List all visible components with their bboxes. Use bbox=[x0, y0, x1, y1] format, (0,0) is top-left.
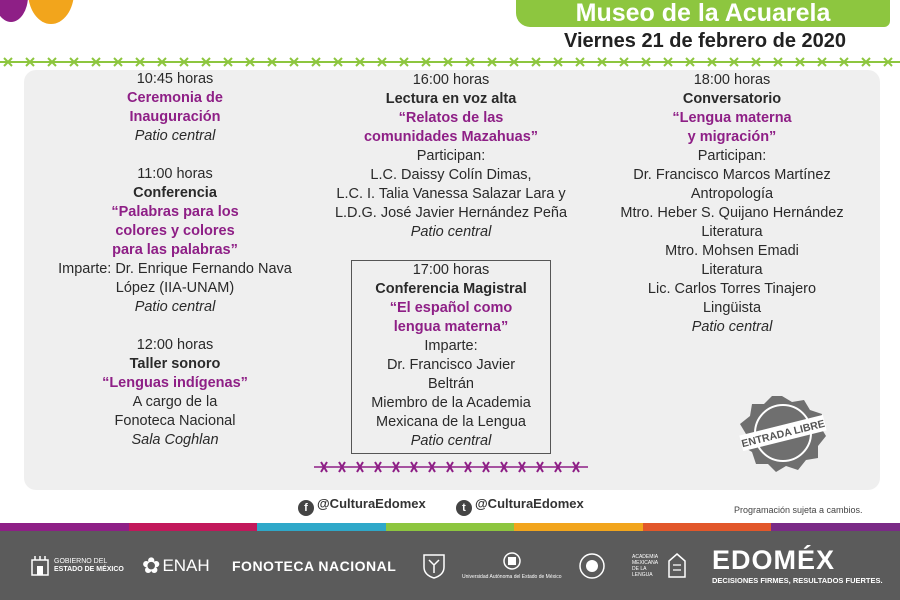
event-speaker-role: Miembro de la Academia bbox=[371, 395, 531, 411]
venue-title: Museo de la Acuarela bbox=[516, 0, 890, 27]
event-time: 18:00 horas bbox=[693, 72, 771, 88]
event-type: Conversatorio bbox=[682, 91, 782, 107]
event-title: colores y colores bbox=[115, 223, 235, 239]
event-speaker: Imparte: Dr. Enrique Fernando Nava bbox=[58, 261, 292, 277]
event-speaker-label: Imparte: bbox=[424, 338, 478, 354]
event-title: “Lengua materna bbox=[672, 110, 792, 126]
event-place: Sala Coghlan bbox=[131, 432, 219, 448]
event-speaker: Fonoteca Nacional bbox=[114, 413, 236, 429]
twitter-handle: @CulturaEdomex bbox=[475, 496, 584, 511]
gobierno-label-1: GOBIERNO DEL bbox=[54, 557, 108, 565]
event-time: 10:45 horas bbox=[136, 71, 214, 87]
event-participant: Mtro. Mohsen Emadi bbox=[665, 243, 799, 259]
twitter-link[interactable] bbox=[456, 496, 584, 516]
enah-label: ENAH bbox=[162, 555, 210, 575]
academia-emblem-icon bbox=[668, 553, 686, 579]
schedule-column-1 bbox=[44, 70, 306, 450]
uaem-crest-icon bbox=[501, 551, 523, 571]
edomex-slogan: DECISIONES FIRMES, RESULTADOS FUERTES. bbox=[712, 576, 883, 585]
unam-shield-icon bbox=[422, 553, 446, 579]
event-time: 11:00 horas bbox=[137, 166, 213, 182]
gobierno-edomex-logo bbox=[30, 531, 124, 600]
event-type: Lectura en voz alta bbox=[385, 91, 517, 107]
seal-icon bbox=[578, 552, 606, 580]
event-participants-label: Participan: bbox=[416, 148, 486, 164]
event-title: y migración” bbox=[687, 129, 777, 145]
edomex-wordmark: EDOMÉX bbox=[712, 545, 836, 575]
event-place: Patio central bbox=[410, 433, 492, 449]
schedule-column-3 bbox=[596, 71, 868, 337]
schedule-column-2 bbox=[316, 71, 586, 242]
event-place: Patio central bbox=[134, 128, 216, 144]
event-title: comunidades Mazahuas” bbox=[363, 129, 539, 145]
event-participant: L.D.G. José Javier Hernández Peña bbox=[334, 205, 568, 221]
event-participant: L.C. Daissy Colín Dimas, bbox=[370, 167, 532, 183]
facebook-icon: f bbox=[298, 500, 314, 516]
fonoteca-logo bbox=[232, 531, 396, 600]
decorative-circle-orange bbox=[28, 0, 74, 24]
enah-flower-icon: ✿ bbox=[142, 552, 161, 578]
event-participant-role: Literatura bbox=[701, 224, 763, 240]
event-speaker-role: Mexicana de la Lengua bbox=[376, 414, 526, 430]
unam-logo bbox=[422, 531, 446, 600]
event-participant: Dr. Francisco Marcos Martínez bbox=[633, 167, 831, 183]
gobierno-label-2: ESTADO DE MÉXICO bbox=[54, 565, 124, 573]
event-title: Ceremonia de bbox=[127, 90, 223, 106]
facebook-handle: @CulturaEdomex bbox=[317, 496, 426, 511]
event-participant: Lic. Carlos Torres Tinajero bbox=[647, 281, 817, 297]
uaem-logo bbox=[462, 531, 562, 600]
event-type: Conferencia bbox=[133, 185, 217, 201]
enah-logo bbox=[142, 531, 210, 600]
fonoteca-label: FONOTECA NACIONAL bbox=[232, 557, 397, 574]
event-participant: L.C. I. Talia Vanessa Salazar Lara y bbox=[336, 186, 566, 202]
event-participant-role: Lingüista bbox=[702, 300, 762, 316]
seal-logo bbox=[578, 531, 606, 600]
stamp-label: ENTRADA LIBRE bbox=[740, 417, 827, 451]
cross-stitch-divider bbox=[314, 460, 588, 474]
event-speaker: Beltrán bbox=[428, 376, 474, 392]
event-title: “Relatos de las bbox=[398, 110, 504, 126]
schedule-note: Programación sujeta a cambios. bbox=[734, 505, 863, 515]
event-title: para las palabras” bbox=[112, 242, 238, 258]
decorative-circle-purple bbox=[0, 0, 28, 22]
entrada-libre-stamp bbox=[736, 392, 828, 472]
event-title: lengua materna” bbox=[393, 319, 509, 335]
academia-label: ACADEMIA MEXICANA DE LA LENGUA bbox=[632, 553, 658, 578]
event-time: 12:00 horas bbox=[136, 337, 214, 353]
twitter-icon: t bbox=[456, 500, 472, 516]
coat-of-arms-icon bbox=[30, 555, 50, 577]
event-speaker: López (IIA-UNAM) bbox=[115, 280, 235, 296]
event-participant-role: Antropología bbox=[690, 186, 774, 202]
event-place: Patio central bbox=[134, 299, 216, 315]
facebook-link[interactable] bbox=[298, 496, 426, 516]
event-title: “El español como bbox=[389, 300, 513, 316]
event-place: Patio central bbox=[691, 319, 773, 335]
event-date: Viernes 21 de febrero de 2020 bbox=[563, 30, 846, 52]
event-participant: Mtro. Heber S. Quijano Hernández bbox=[620, 205, 844, 221]
event-title: “Palabras para los bbox=[111, 204, 239, 220]
event-type: Conferencia Magistral bbox=[375, 281, 527, 297]
event-place: Patio central bbox=[410, 224, 492, 240]
edomex-logo bbox=[712, 531, 883, 600]
event-participant-role: Literatura bbox=[701, 262, 763, 278]
sponsor-footer bbox=[0, 531, 900, 600]
event-time: 16:00 horas bbox=[412, 72, 490, 88]
color-stripes bbox=[0, 523, 900, 531]
event-time: 17:00 horas bbox=[412, 262, 490, 278]
event-title: “Lenguas indígenas” bbox=[102, 375, 248, 391]
academia-logo bbox=[632, 531, 686, 600]
event-type: Taller sonoro bbox=[129, 356, 221, 372]
event-participants-label: Participan: bbox=[697, 148, 767, 164]
stitch-divider bbox=[0, 56, 900, 68]
event-speaker: Dr. Francisco Javier bbox=[386, 357, 516, 373]
event-title: Inauguración bbox=[129, 109, 221, 125]
event-speaker: A cargo de la bbox=[132, 394, 218, 410]
uaem-label: Universidad Autónoma del Estado de México bbox=[462, 574, 562, 580]
keynote-event bbox=[351, 261, 551, 451]
